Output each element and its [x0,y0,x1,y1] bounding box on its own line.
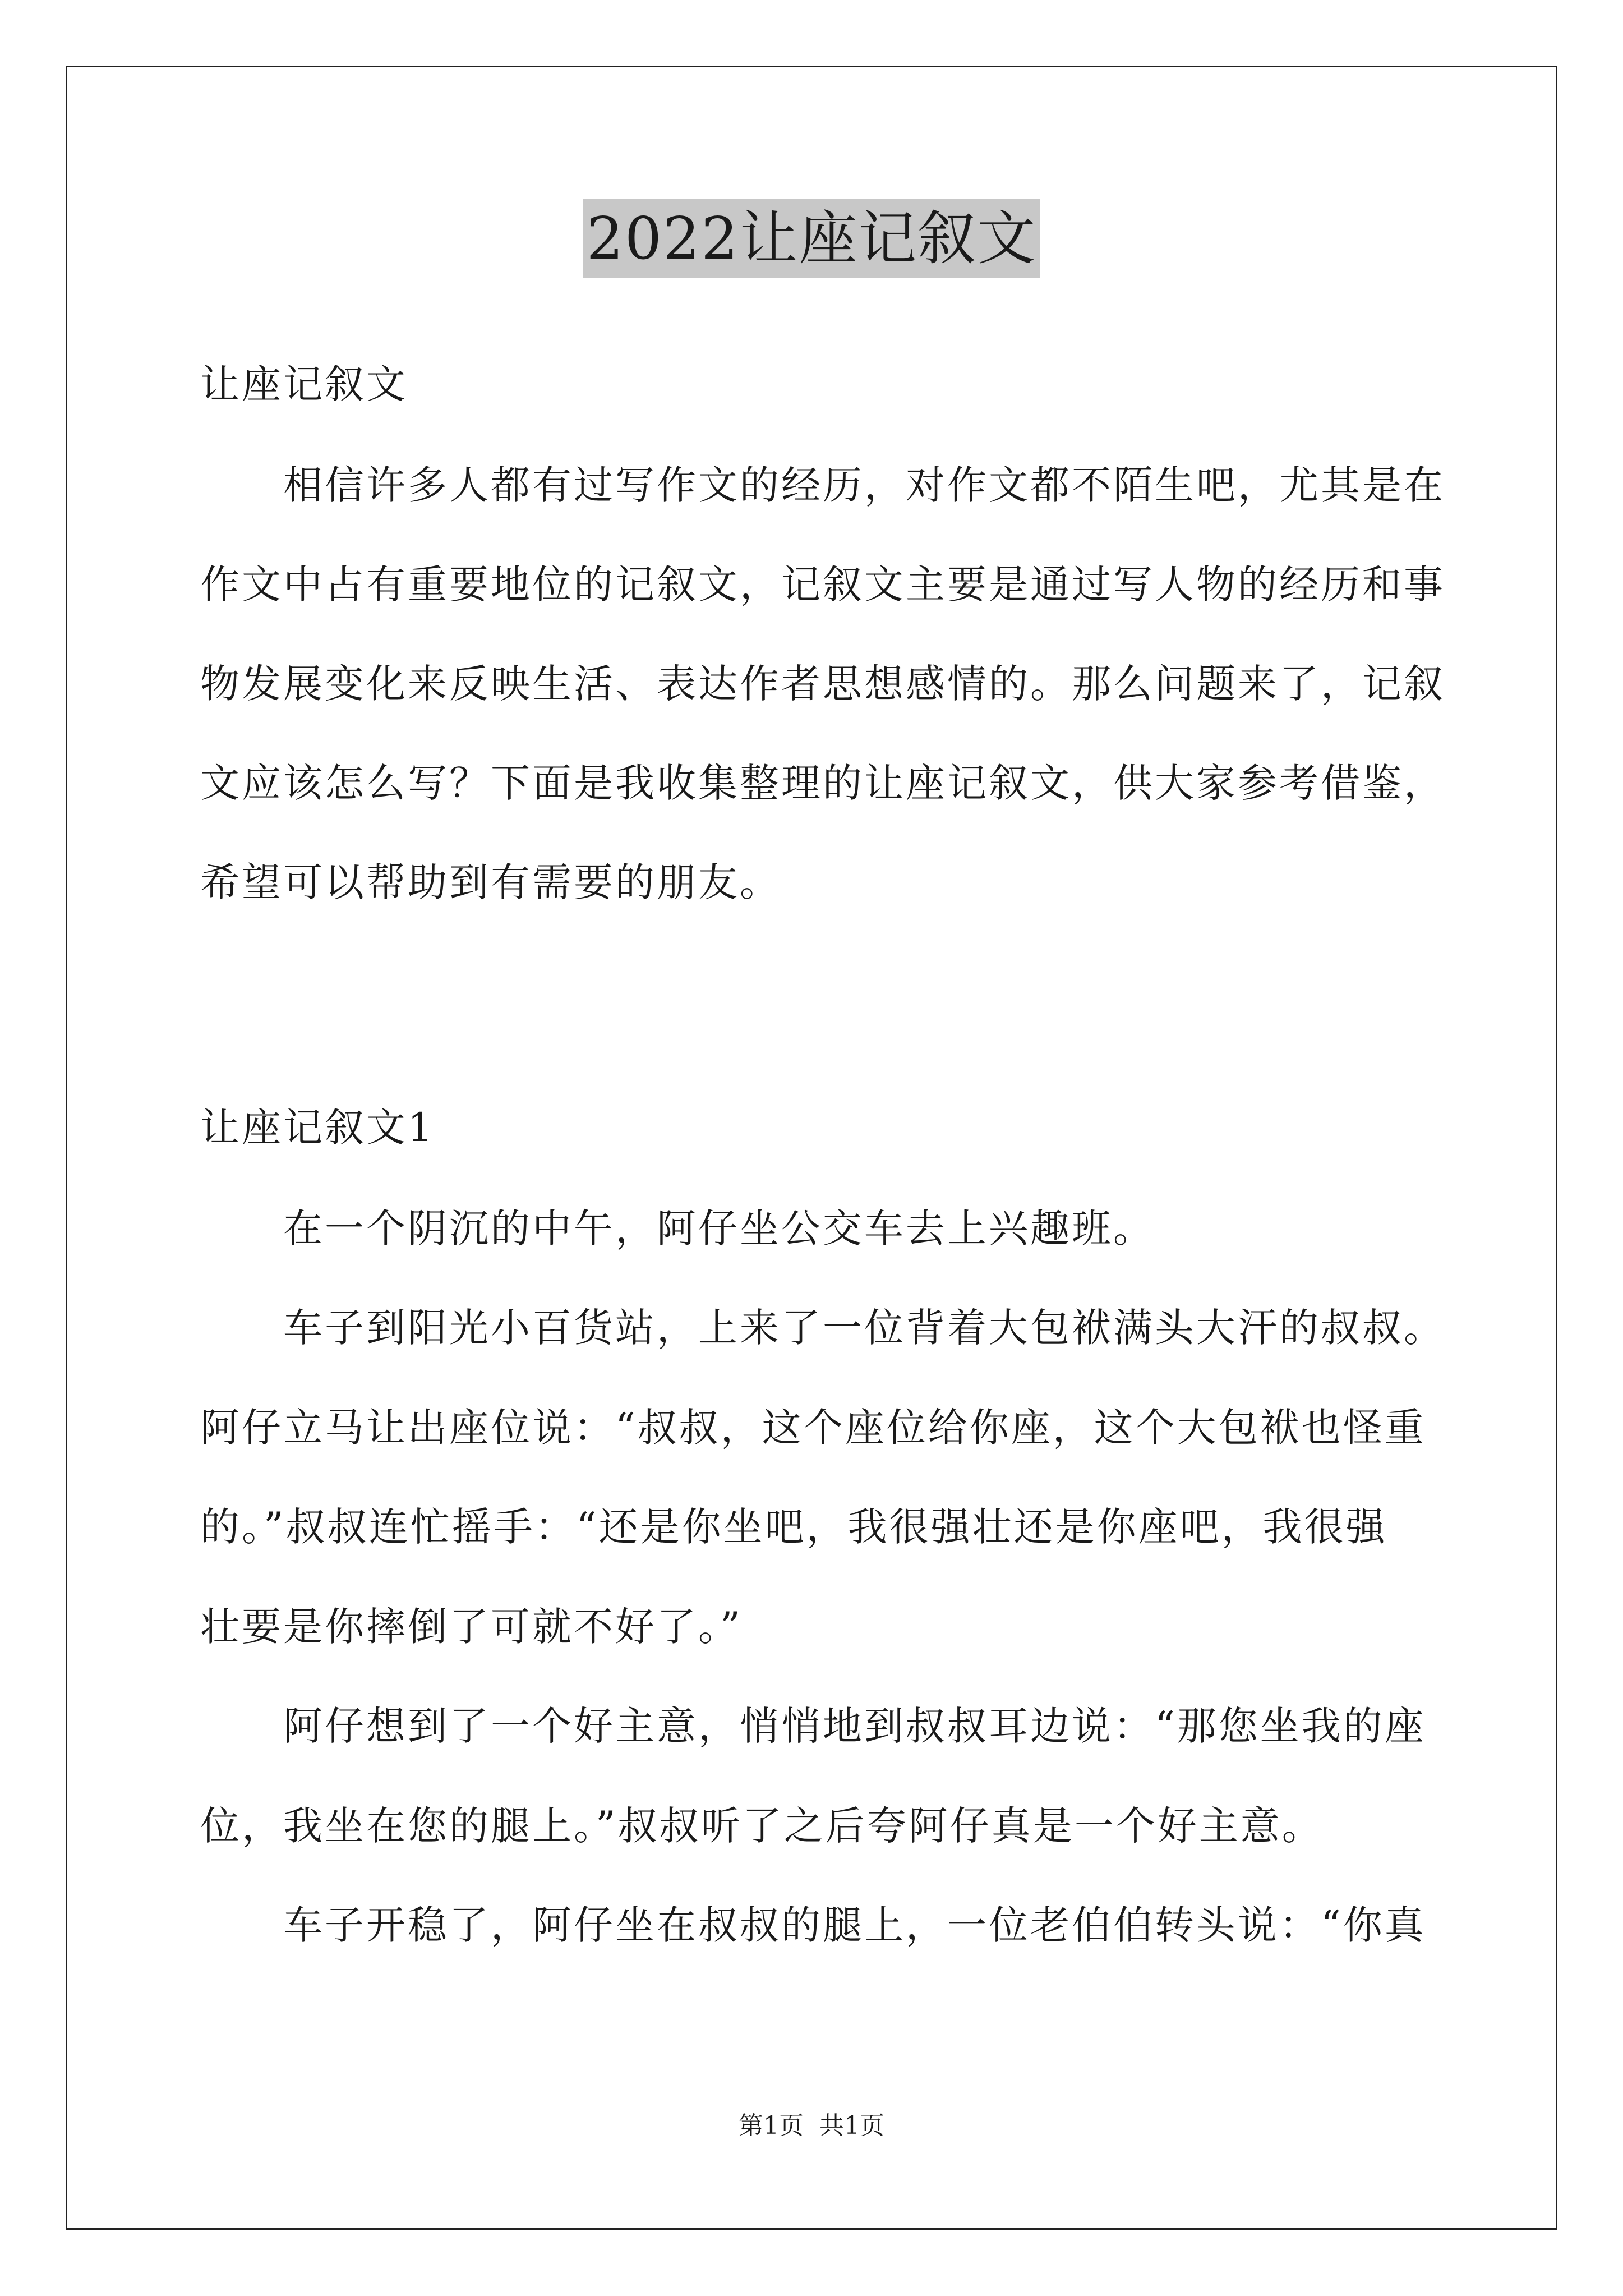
text-line: 车子到阳光小百货站，上来了一位背着大包袱满头大汗的叔叔。 [200,1305,1445,1351]
text-line: 作文中占有重要地位的记叙文，记叙文主要是通过写人物的经历和事 [200,562,1445,608]
text-line: 在一个阴沉的中午，阿仔坐公交车去上兴趣班。 [200,1205,1155,1251]
text-line: 物发展变化来反映生活、表达作者思想感情的。那么问题来了，记叙 [200,661,1445,707]
section-heading: 让座记叙文1 [200,1105,435,1151]
text-line: 车子开稳了，阿仔坐在叔叔的腿上，一位老伯伯转头说：“你真 [200,1902,1426,1948]
text-line: 相信许多人都有过写作文的经历，对作文都不陌生吧，尤其是在 [200,462,1445,508]
text-line: 的。”叔叔连忙摇手：“还是你坐吧，我很强壮还是你座吧，我很强 [200,1504,1387,1550]
page-footer [0,2109,1623,2143]
text-line: 阿仔想到了一个好主意，悄悄地到叔叔耳边说：“那您坐我的座 [200,1703,1426,1749]
document-title: 2022让座记叙文 [583,199,1040,278]
title-container [0,199,1623,278]
text-line: 阿仔立马让出座位说：“叔叔，这个座位给你座，这个大包袱也怪重 [200,1405,1426,1451]
page-number: 第1页 [739,2111,804,2140]
text-line: 位，我坐在您的腿上。”叔叔听了之后夸阿仔真是一个好主意。 [200,1803,1324,1849]
page-total: 共1页 [819,2111,884,2140]
section-heading: 让座记叙文 [200,361,408,407]
text-line: 文应该怎么写？下面是我收集整理的让座记叙文，供大家参考借鉴， [200,760,1445,806]
text-line: 希望可以帮助到有需要的朋友。 [200,859,781,905]
text-line: 壮要是你摔倒了可就不好了。” [200,1604,743,1650]
